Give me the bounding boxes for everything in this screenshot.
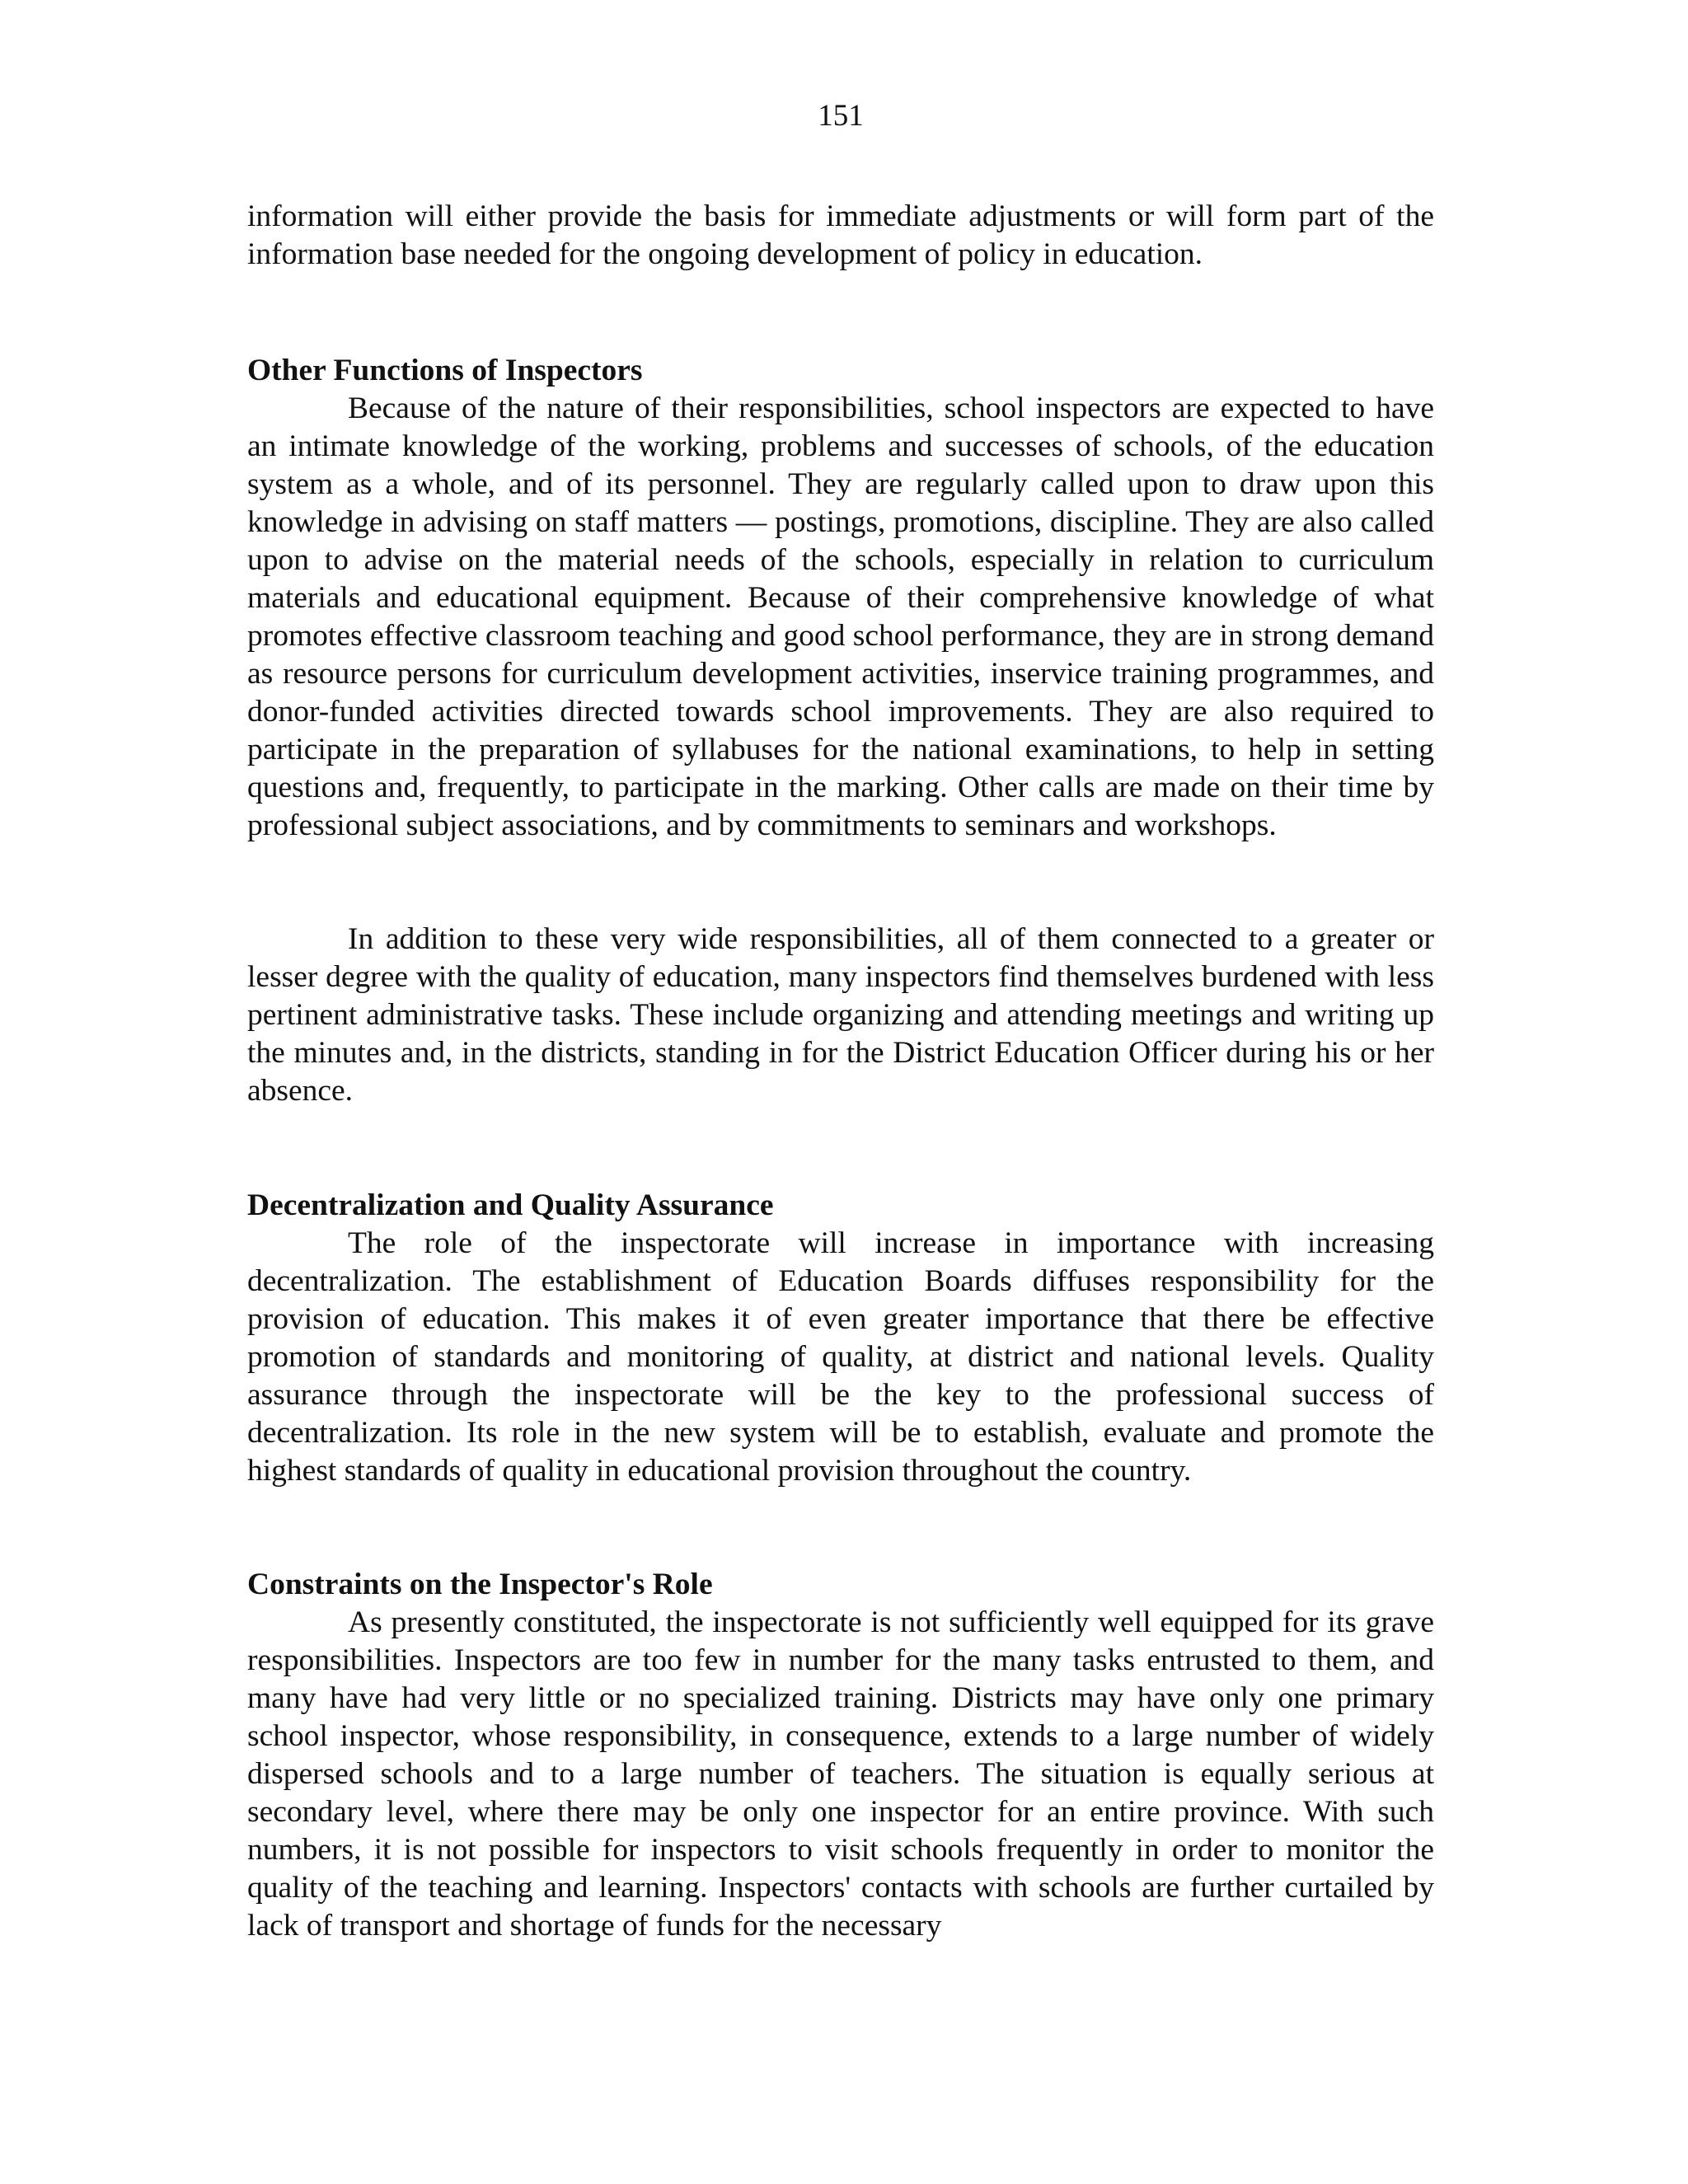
section-decentralization [247, 1187, 1434, 1490]
intro-section [247, 198, 1434, 274]
intro-paragraph: information will either provide the basis for immediate adjustments or will form part of the information base needed for the ongoing development of policy in education. [247, 199, 1434, 271]
paragraph: As presently constituted, the inspectorate is not sufficiently well equipped for its grave responsibilities. Inspectors are too few in number for the many tasks entrusted to them, and many have had very little or no specialized training. Districts may have only one primary school inspector, whose responsibility, in consequence, extends to a large number of widely dispersed schools and to a large number of teachers. The situation is equally serious at secondary level, where there may be only one inspector for an entire province. With such numbers, it is not possible for inspectors to visit schools frequently in order to monitor the quality of the teaching and learning. Inspectors' contacts with schools are further curtailed by lack of transport and shortage of funds for the necessary [247, 1605, 1434, 1943]
section-heading: Other Functions of Inspectors [247, 354, 643, 387]
section-heading: Constraints on the Inspector's Role [247, 1568, 713, 1601]
section-constraints [247, 1566, 1434, 1945]
paragraph: Because of the nature of their responsibilities, school inspectors are expected to have an intimate knowledge of the working, problems and successes of schools, of the education system as a whole, and of its personnel. They are regularly called upon to draw upon this knowledge in advising on staff matters — postings, promotions, discipline. They are also called upon to advise on the material needs of the schools, especially in relation to curriculum materials and educational equipment. Because of their comprehensive knowledge of what promotes effective classroom teaching and good school performance, they are in strong demand as resource persons for curriculum development activities, inservice training programmes, and donor-funded activities directed towards school improvements. They are also required to participate in the preparation of syllabuses for the national examinations, to help in setting questions and, frequently, to participate in the marking. Other calls are made on their time by professional subject associations, and by commitments to seminars and workshops. [247, 391, 1434, 842]
section-other-functions [247, 352, 1434, 845]
page-number: 151 [818, 99, 864, 133]
section-heading: Decentralization and Quality Assurance [247, 1188, 774, 1222]
paragraph: In addition to these very wide responsibilities, all of them connected to a greater or lesser degree with the quality of education, many inspectors find themselves burdened with less pertinent administrative tasks. These include organizing and attending meetings and writing up the minutes and, in the districts, standing in for the District Education Officer during his or her absence. [247, 922, 1434, 1108]
paragraph: The role of the inspectorate will increase in importance with increasing decentralization. The establishment of Education Boards diffuses responsibility for the provision of education. This makes it of even greater importance that there be effective promotion of standards and monitoring of quality, at district and national levels. Quality assurance through the inspectorate will be the key to the professional success of decentralization. Its role in the new system will be to establish, evaluate and promote the highest standards of quality in educational provision throughout the country. [247, 1226, 1434, 1488]
section-other-functions-continued [247, 921, 1434, 1110]
